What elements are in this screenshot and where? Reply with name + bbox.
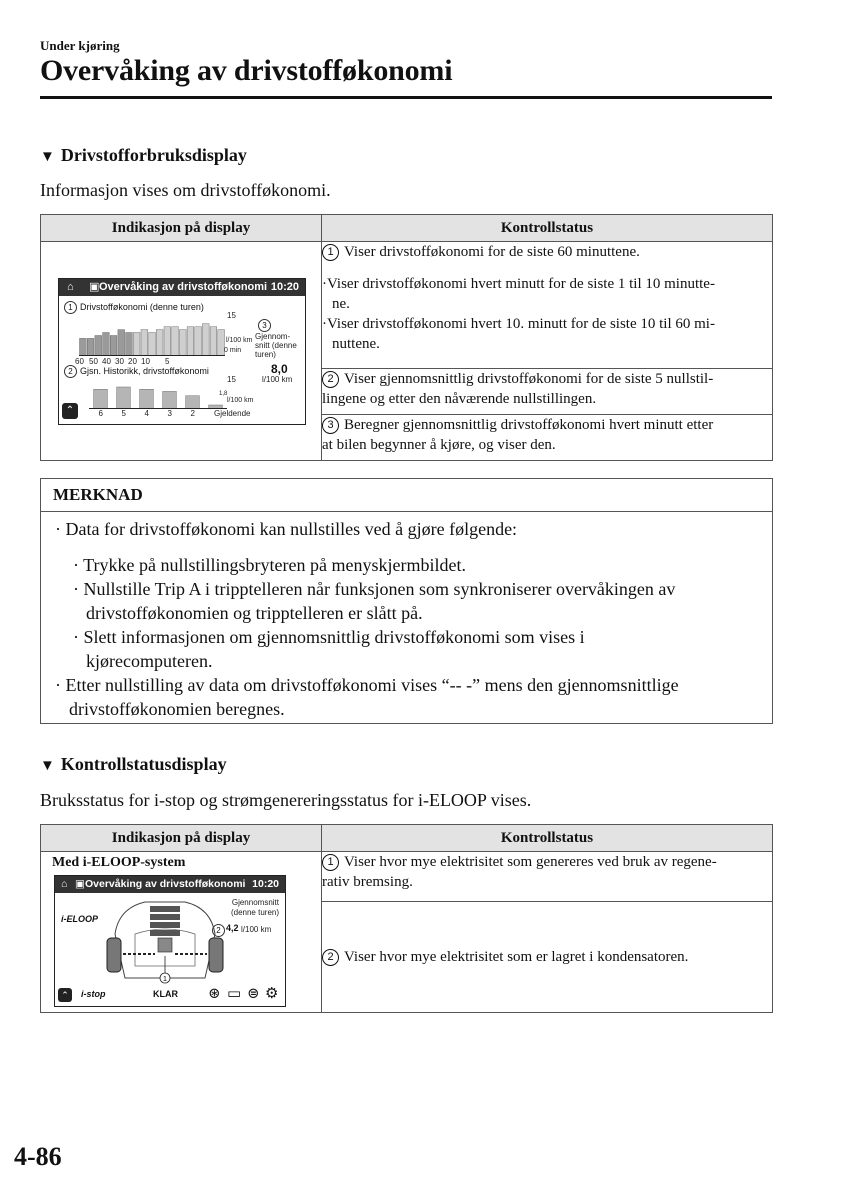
home-icon: ⌂ bbox=[61, 878, 68, 890]
chart1-bar bbox=[195, 327, 202, 356]
chart2-bar bbox=[117, 387, 131, 409]
screen2-title-icon: ▣ bbox=[75, 879, 85, 890]
status-row-3 bbox=[322, 414, 773, 460]
table2-col2-header: Kontrollstatus bbox=[322, 825, 773, 852]
back-button[interactable] bbox=[58, 988, 72, 1002]
chart1-bar bbox=[95, 336, 102, 357]
triangle-down-icon: ▼ bbox=[40, 758, 55, 774]
section1-intro: Informasjon vises om drivstofføkonomi. bbox=[40, 180, 331, 200]
chart1-x-tick: 50 bbox=[89, 357, 98, 366]
header-kicker: Under kjøring bbox=[40, 38, 120, 53]
chart2-bars bbox=[89, 376, 227, 409]
svg-text:1: 1 bbox=[163, 976, 167, 983]
chart1-x-tick: 5 bbox=[165, 357, 170, 366]
note-line-3: · Nullstille Trip A i tripptelleren når funksjonen som synkroniserer overvåkingen av bbox=[73, 579, 676, 599]
istop-label: i-stop bbox=[81, 989, 106, 999]
control-status-table bbox=[40, 824, 773, 1013]
note-line-1: · Data for drivstofføkonomi kan nullstilles ved å gjøre følgende: bbox=[55, 519, 518, 539]
status-row-1-bullet-1: ·Viser drivstofføkonomi hvert minutt for de siste 1 til 10 minutte- bbox=[322, 276, 715, 292]
chart1-bar bbox=[126, 333, 133, 357]
avg-unit: l/100 km bbox=[262, 375, 293, 384]
screen1-title: Overvåking av drivstofføkonomi bbox=[99, 281, 268, 293]
status-row-2-line2: lingene og etter den nåværende nullstillingen. bbox=[322, 390, 597, 407]
callout-3-marker: 3 bbox=[322, 417, 339, 434]
chevron-up-icon: ⌃ bbox=[65, 405, 75, 416]
note-line-8: drivstofføkonomien beregnes. bbox=[69, 699, 285, 719]
note-line-4: drivstofføkonomien og tripptelleren er slått på. bbox=[86, 603, 423, 623]
status-row-2 bbox=[322, 368, 773, 414]
status-row-1-text: Viser drivstofføkonomi for de siste 60 minuttene. bbox=[344, 244, 640, 260]
chart2-x-tick: 2 bbox=[190, 409, 195, 418]
status-row-1-bullet-1-cont: ne. bbox=[332, 296, 350, 312]
note-line-5: · Slett informasjonen om gjennomsnittlig drivstofføkonomi som vises i bbox=[73, 627, 585, 647]
screen1-time: 10:20 bbox=[270, 281, 299, 293]
avg-value: 8,0 bbox=[271, 362, 288, 376]
chart1-x-tick: 20 bbox=[128, 357, 137, 366]
car-diagram bbox=[105, 894, 225, 984]
chart1-scale: 15 bbox=[227, 311, 236, 320]
avg-label-line2: snitt (denne bbox=[255, 341, 297, 350]
chevron-up-icon: ⌃ bbox=[61, 990, 69, 1000]
callout-1-marker: 1 bbox=[322, 244, 339, 261]
screen1-title-bar bbox=[59, 279, 305, 296]
screen2-avg-label-line1: Gjennomsnitt bbox=[231, 898, 279, 907]
fuel-economy-screen bbox=[58, 278, 306, 425]
chart1-bar bbox=[202, 324, 209, 356]
chart2-small-value: 1,8 bbox=[219, 391, 228, 397]
chart2-unit: l/100 km bbox=[227, 397, 254, 404]
section2-intro: Bruksstatus for i-stop og strømgenereringsstatus for i-ELOOP vises. bbox=[40, 790, 532, 810]
chart2-bar bbox=[94, 389, 108, 409]
status2-row-1-line2: rativ bremsing. bbox=[322, 874, 413, 890]
eloop-display-cell bbox=[41, 852, 322, 1013]
screen2-avg-value: 4,2 bbox=[226, 923, 239, 933]
status2-row-1-line1: Viser hvor mye elektrisitet som genereres ved bruk av regene- bbox=[344, 854, 717, 870]
fuel-display-cell bbox=[41, 242, 322, 461]
chart1-bar bbox=[179, 330, 186, 356]
eloop-sub-label: Med i-ELOOP-system bbox=[52, 855, 186, 870]
chart1-x-tick: 10 bbox=[141, 357, 150, 366]
chart2-x-tick: 6 bbox=[98, 409, 103, 418]
eloop-screen bbox=[54, 875, 286, 1007]
callout-2: 2 bbox=[212, 924, 225, 937]
section2-heading-text: Kontrollstatusdisplay bbox=[60, 754, 227, 774]
chart1-bar bbox=[164, 327, 171, 356]
status2-row-2-text: Viser hvor mye elektrisitet som er lagret i kondensatoren. bbox=[344, 948, 689, 965]
page-title: Overvåking av drivstofføkonomi bbox=[40, 54, 453, 87]
section1-heading-text: Drivstofforbruksdisplay bbox=[60, 145, 247, 165]
screen2-time: 10:20 bbox=[252, 878, 279, 890]
chart1-x-tick: 40 bbox=[102, 357, 111, 366]
triangle-down-icon: ▼ bbox=[40, 149, 55, 165]
chart1-bar bbox=[172, 327, 179, 356]
status-row-3-line1: Beregner gjennomsnittlig drivstofføkonomi hvert minutt etter bbox=[344, 416, 714, 433]
chart2-x-tick: 3 bbox=[167, 409, 172, 418]
chart1-unit: l/100 km bbox=[226, 337, 253, 344]
gear-icon: ⚙ bbox=[265, 986, 279, 1002]
callout-2-marker: 2 bbox=[322, 949, 339, 966]
chart1-bar bbox=[103, 333, 110, 357]
callout-3: 3 bbox=[258, 319, 271, 332]
chart2-x-tick: 5 bbox=[121, 409, 126, 418]
chart1-bar bbox=[133, 333, 140, 357]
home-icon: ⌂ bbox=[67, 281, 74, 293]
screen2-title: Overvåking av drivstofføkonomi bbox=[85, 878, 246, 890]
screen1-title-icon: ▣ bbox=[89, 281, 100, 293]
status2-row-1 bbox=[322, 852, 773, 902]
chart1-bar bbox=[80, 338, 87, 356]
chart2-bar bbox=[140, 389, 154, 409]
chart2-bar bbox=[163, 391, 177, 409]
page-number: 4-86 bbox=[14, 1142, 62, 1171]
status-row-1-bullet-2-cont: nuttene. bbox=[332, 336, 380, 352]
back-button[interactable] bbox=[62, 403, 78, 419]
fuel-display-table bbox=[40, 214, 773, 461]
istop-status: KLAR bbox=[153, 989, 178, 999]
chart1-bar bbox=[110, 336, 117, 357]
screen2-avg-unit: l/100 km bbox=[241, 925, 272, 934]
chart2-x-tick: 4 bbox=[144, 409, 149, 418]
note-line-7: · Etter nullstilling av data om drivstofføkonomi vises “-- -” mens den gjennomsnittlige bbox=[55, 675, 679, 695]
chart1-bar bbox=[141, 330, 148, 356]
chart1-x-tick: 30 bbox=[115, 357, 124, 366]
note-heading: MERKNAD bbox=[41, 479, 772, 512]
chart1-bars bbox=[79, 312, 225, 356]
callout-2: 2 bbox=[64, 365, 77, 378]
note-box bbox=[40, 478, 773, 724]
eloop-label: i-ELOOP bbox=[61, 914, 99, 924]
chart1-title: Drivstofføkonomi (denne turen) bbox=[80, 302, 204, 312]
status-row-1 bbox=[322, 242, 773, 369]
chart1-bar bbox=[156, 330, 163, 356]
chart2-scale: 15 bbox=[227, 375, 236, 384]
chart1-bar bbox=[187, 327, 194, 356]
section1-heading bbox=[40, 145, 247, 166]
chart2-bar bbox=[186, 396, 200, 409]
chart1-min-label: 0 min bbox=[224, 347, 242, 354]
avg-label-line3: turen) bbox=[255, 350, 276, 359]
avg-label bbox=[255, 332, 297, 359]
note-line-2: · Trykke på nullstillingsbryteren på menyskjermbildet. bbox=[73, 555, 466, 575]
table2-col1-header: Indikasjon på display bbox=[41, 825, 322, 852]
status-row-2-line1: Viser gjennomsnittlig drivstofføkonomi for de siste 5 nullstil- bbox=[344, 370, 714, 387]
note-line-6: kjørecomputeren. bbox=[86, 651, 213, 671]
chart1-x-tick: 60 bbox=[75, 357, 84, 366]
status-row-1-bullet-2: ·Viser drivstofføkonomi hvert 10. minutt for de siste 10 til 60 mi- bbox=[322, 316, 715, 332]
battery-icon: ▭ bbox=[227, 986, 242, 1002]
chart1-bar bbox=[210, 327, 217, 356]
steering-wheel-icon: ⊛ bbox=[208, 986, 221, 1002]
callout-1-marker: 1 bbox=[322, 854, 339, 871]
screen2-avg-label bbox=[231, 898, 279, 918]
table1-col1-header: Indikasjon på display bbox=[41, 215, 322, 242]
screen2-title-bar bbox=[55, 876, 285, 893]
status2-row-2 bbox=[322, 901, 773, 1012]
temperature-icon: ⊜ bbox=[247, 986, 260, 1002]
callout-2-marker: 2 bbox=[322, 371, 339, 388]
table1-col2-header: Kontrollstatus bbox=[322, 215, 773, 242]
screen2-avg-label-line2: (denne turen) bbox=[230, 908, 279, 917]
section2-heading bbox=[40, 754, 227, 775]
chart2-title: Gjsn. Historikk, drivstofføkonomi bbox=[80, 366, 209, 376]
chart1-bar bbox=[118, 330, 125, 356]
chart1-bar bbox=[87, 338, 94, 356]
avg-label-line1: Gjennom- bbox=[255, 332, 291, 341]
title-rule bbox=[40, 96, 772, 99]
callout-1: 1 bbox=[64, 301, 77, 314]
chart1-bar bbox=[149, 333, 156, 357]
status-row-3-line2: at bilen begynner å kjøre, og viser den. bbox=[322, 436, 556, 453]
chart2-current-label: Gjeldende bbox=[214, 409, 251, 418]
